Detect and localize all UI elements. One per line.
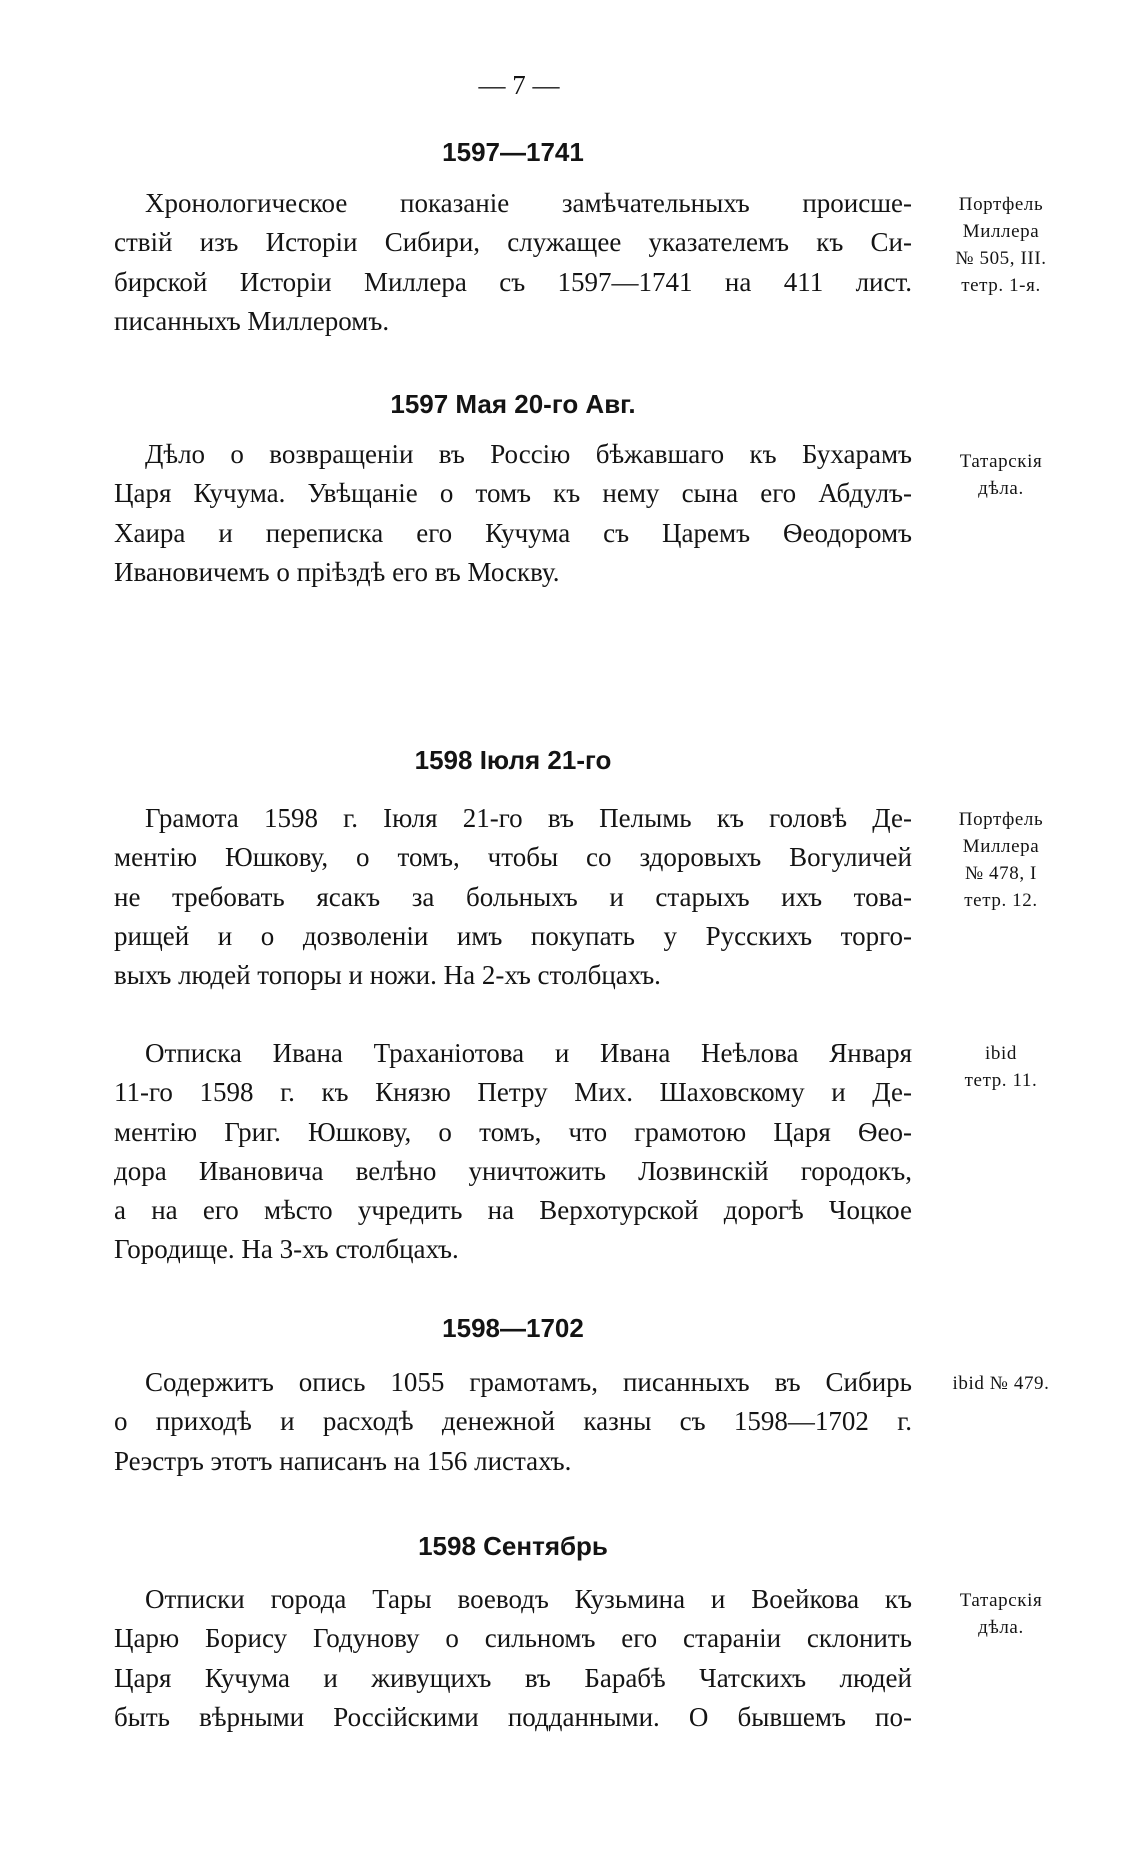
margin-note — [928, 1040, 1074, 1094]
paragraph — [114, 1363, 912, 1481]
margin-note-line: Миллера — [962, 836, 1040, 857]
margin-note-line: Миллера — [962, 221, 1040, 242]
section-heading: 1598 Іюля 21-го — [414, 745, 612, 775]
margin-note — [928, 1370, 1074, 1397]
margin-note-line: Татарскія — [959, 451, 1043, 472]
text-line: ментію Юшкову, о томъ, чтобы со здоровыхъ Вогуличей — [114, 842, 912, 873]
paragraph — [114, 799, 912, 995]
text-line: бирской Исторіи Миллера съ 1597—1741 на 411 лист. — [114, 266, 912, 297]
section-heading: 1598 Сентябрь — [418, 1531, 608, 1561]
text-line: Содержитъ опись 1055 грамотамъ, писанныхъ въ Сибирь — [145, 1367, 912, 1397]
margin-note-line: № 505, III. — [955, 248, 1047, 269]
paragraph — [114, 184, 912, 341]
margin-note-line: Татарскія — [959, 1590, 1043, 1611]
text-line: Царя Кучума и живущихъ въ Барабѣ Чатскихъ людей — [114, 1662, 912, 1693]
text-line: Отписка Ивана Траханіотова и Ивана Неѣлова Января — [145, 1038, 912, 1068]
margin-note-line: тетр. 12. — [964, 890, 1038, 911]
margin-note-line: Портфель — [958, 809, 1044, 830]
text-line: Грамота 1598 г. Іюля 21-го въ Пелымь къ головѣ Де- — [145, 803, 912, 833]
text-line: а на его мѣсто учредить на Верхотурской дорогѣ Чоцкое — [114, 1195, 912, 1226]
text-line: 11-го 1598 г. къ Князю Петру Мих. Шаховскому и Де- — [114, 1077, 912, 1108]
margin-note-line: Портфель — [958, 194, 1044, 215]
text-line: ментію Григ. Юшкову, о томъ, что грамотою Царя Ѳео- — [114, 1116, 912, 1147]
text-line: ствій изъ Исторіи Сибири, служащее указателемъ къ Си- — [114, 227, 912, 258]
margin-note — [928, 191, 1074, 299]
margin-note-line: дѣла. — [978, 1617, 1024, 1638]
margin-note — [928, 1587, 1074, 1641]
margin-note-line: дѣла. — [978, 478, 1024, 499]
margin-note — [928, 448, 1074, 502]
text-line: Отписки города Тары воеводъ Кузьмина и Воейкова къ — [145, 1584, 912, 1614]
text-line: Реэстръ этотъ написанъ на 156 листахъ. — [114, 1445, 572, 1476]
section-heading: 1598—1702 — [442, 1313, 584, 1343]
paragraph — [114, 435, 912, 592]
text-line: писанныхъ Миллеромъ. — [114, 305, 390, 336]
text-line: Царя Кучума. Увѣщаніе о томъ къ нему сына его Абдулъ- — [114, 478, 912, 509]
text-line: Ивановичемъ о пріѣздѣ его въ Москву. — [114, 556, 560, 587]
text-line: Хаира и переписка его Кучума съ Царемъ Ѳеодоромъ — [114, 517, 912, 548]
text-line: дора Ивановича велѣно уничтожить Лозвинскій городокъ, — [114, 1155, 912, 1186]
text-line: выхъ людей топоры и ножи. На 2-хъ столбцахъ. — [114, 960, 661, 991]
text-line: о приходѣ и расходѣ денежной казны съ 1598—1702 г. — [114, 1406, 912, 1437]
margin-note-line: тетр. 11. — [964, 1070, 1038, 1091]
page-number: — 7 — — [478, 70, 560, 100]
margin-note-line: № 478, I — [964, 863, 1037, 884]
text-line: быть вѣрными Россійскими подданными. О бывшемъ по- — [114, 1701, 912, 1732]
section-heading: 1597—1741 — [442, 137, 584, 167]
text-line: Хронологическое показаніе замѣчательныхъ происше- — [145, 188, 912, 218]
margin-note — [928, 806, 1074, 914]
margin-note-line: тетр. 1-я. — [961, 275, 1041, 296]
text-line: рищей и о дозволеніи имъ покупать у Русскихъ торго- — [114, 920, 912, 951]
text-line: Городище. На 3-хъ столбцахъ. — [114, 1234, 459, 1265]
section-heading: 1597 Мая 20-го Авг. — [390, 389, 636, 419]
margin-note-line: ibid № 479. — [952, 1373, 1050, 1394]
text-line: не требовать ясакъ за больныхъ и старыхъ ихъ това- — [114, 881, 912, 912]
margin-note-line: ibid — [985, 1043, 1017, 1064]
text-line: Царю Борису Годунову о сильномъ его стараніи склонить — [114, 1623, 912, 1654]
text-line: Дѣло о возвращеніи въ Россію бѣжавшаго къ Бухарамъ — [145, 439, 912, 469]
paragraph — [114, 1580, 912, 1737]
paragraph — [114, 1034, 912, 1270]
